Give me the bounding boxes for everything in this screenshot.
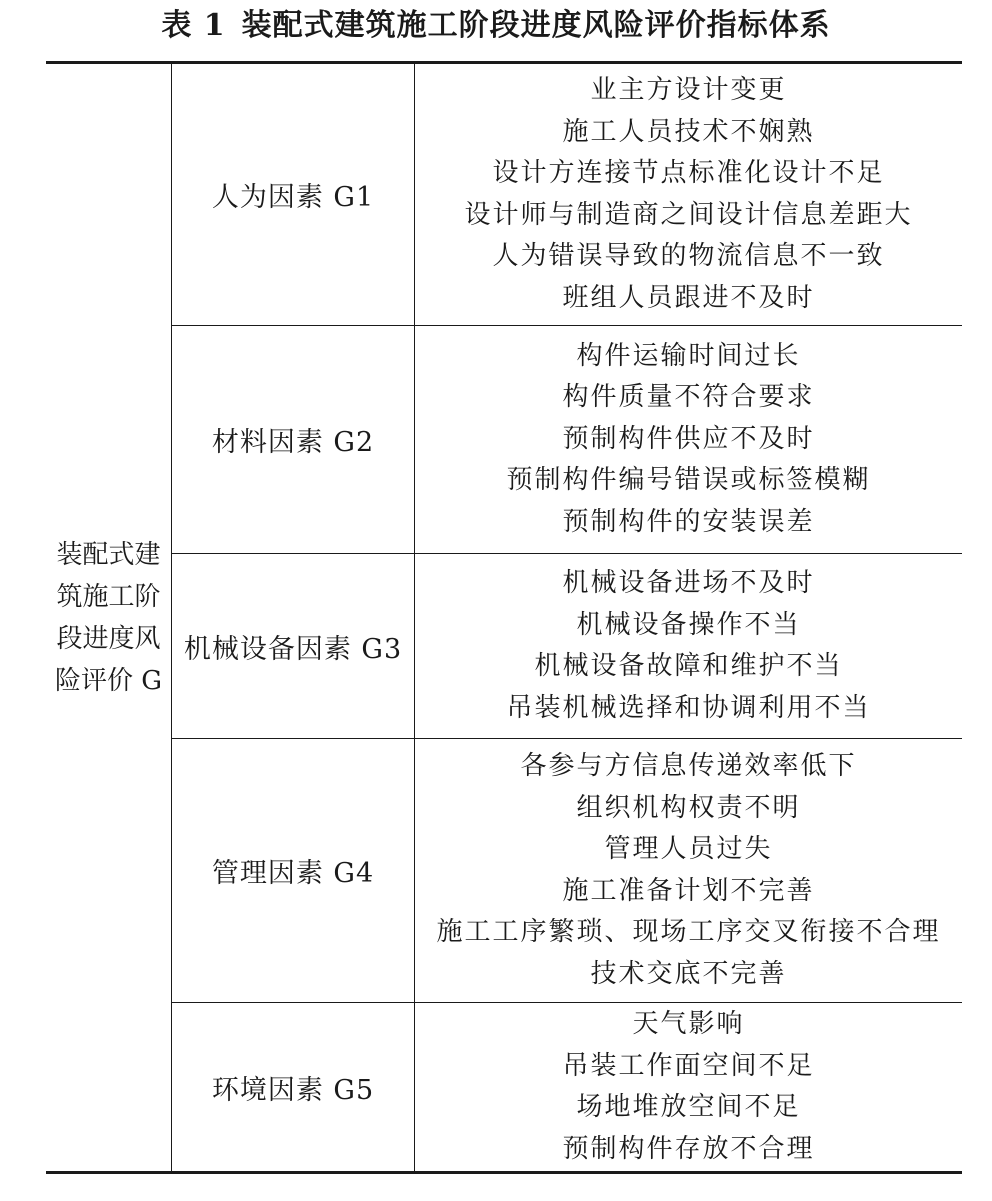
factor-items <box>415 64 962 325</box>
factor-item: 组织机构权责不明 <box>576 792 801 823</box>
factor-item: 施工准备计划不完善 <box>562 875 815 906</box>
factor-item: 机械设备进场不及时 <box>562 568 815 598</box>
factor-item: 设计师与制造商之间设计信息差距大 <box>464 199 913 230</box>
factor-group-g4 <box>172 738 962 1002</box>
risk-index-table <box>46 61 962 1174</box>
table-title <box>0 4 992 48</box>
root-cell <box>46 64 172 1171</box>
factor-item: 场地堆放空间不足 <box>576 1092 801 1122</box>
factor-item: 吊装机械选择和协调利用不当 <box>506 692 871 723</box>
factor-item: 吊装工作面空间不足 <box>562 1050 815 1081</box>
factor-groups <box>172 64 962 1171</box>
table-title-text: 装配式建筑施工阶段进度风险评价指标体系 <box>241 8 831 43</box>
factor-item: 管理人员过失 <box>604 834 773 864</box>
root-label: 装配式建筑施工阶段进度风险评价 G <box>54 539 163 696</box>
factor-label: 环境因素 G5 <box>172 1003 415 1171</box>
factor-item: 预制构件供应不及时 <box>562 423 815 454</box>
factor-item: 人为错误导致的物流信息不一致 <box>492 241 885 271</box>
factor-item: 预制构件的安装误差 <box>562 506 815 537</box>
factor-item: 预制构件编号错误或标签模糊 <box>506 465 871 496</box>
factor-label: 人为因素 G1 <box>172 64 415 325</box>
factor-label: 材料因素 G2 <box>172 326 415 553</box>
factor-label: 管理因素 G4 <box>172 739 415 1002</box>
factor-item: 施工人员技术不娴熟 <box>562 116 815 147</box>
factor-item: 施工工序繁琐、现场工序交叉衔接不合理 <box>436 917 941 947</box>
factor-item: 技术交底不完善 <box>590 958 787 989</box>
factor-items <box>415 739 962 1002</box>
factor-item: 构件运输时间过长 <box>576 340 801 371</box>
factor-item: 机械设备操作不当 <box>576 609 801 640</box>
factor-group-g5 <box>172 1002 962 1171</box>
factor-item: 业主方设计变更 <box>590 75 787 105</box>
factor-group-g2 <box>172 325 962 553</box>
factor-item: 各参与方信息传递效率低下 <box>520 751 857 781</box>
factor-item: 班组人员跟进不及时 <box>562 282 815 313</box>
factor-item: 天气影响 <box>632 1009 745 1039</box>
factor-item: 构件质量不符合要求 <box>562 382 815 413</box>
factor-items <box>415 554 962 738</box>
table-number: 表 1 <box>161 8 226 43</box>
factor-label: 机械设备因素 G3 <box>172 554 415 738</box>
factor-group-g3 <box>172 553 962 738</box>
factor-group-g1 <box>172 64 962 325</box>
factor-items <box>415 326 962 553</box>
factor-item: 预制构件存放不合理 <box>562 1133 815 1164</box>
factor-item: 机械设备故障和维护不当 <box>534 651 843 681</box>
factor-items <box>415 1003 962 1171</box>
factor-item: 设计方连接节点标准化设计不足 <box>492 158 885 188</box>
